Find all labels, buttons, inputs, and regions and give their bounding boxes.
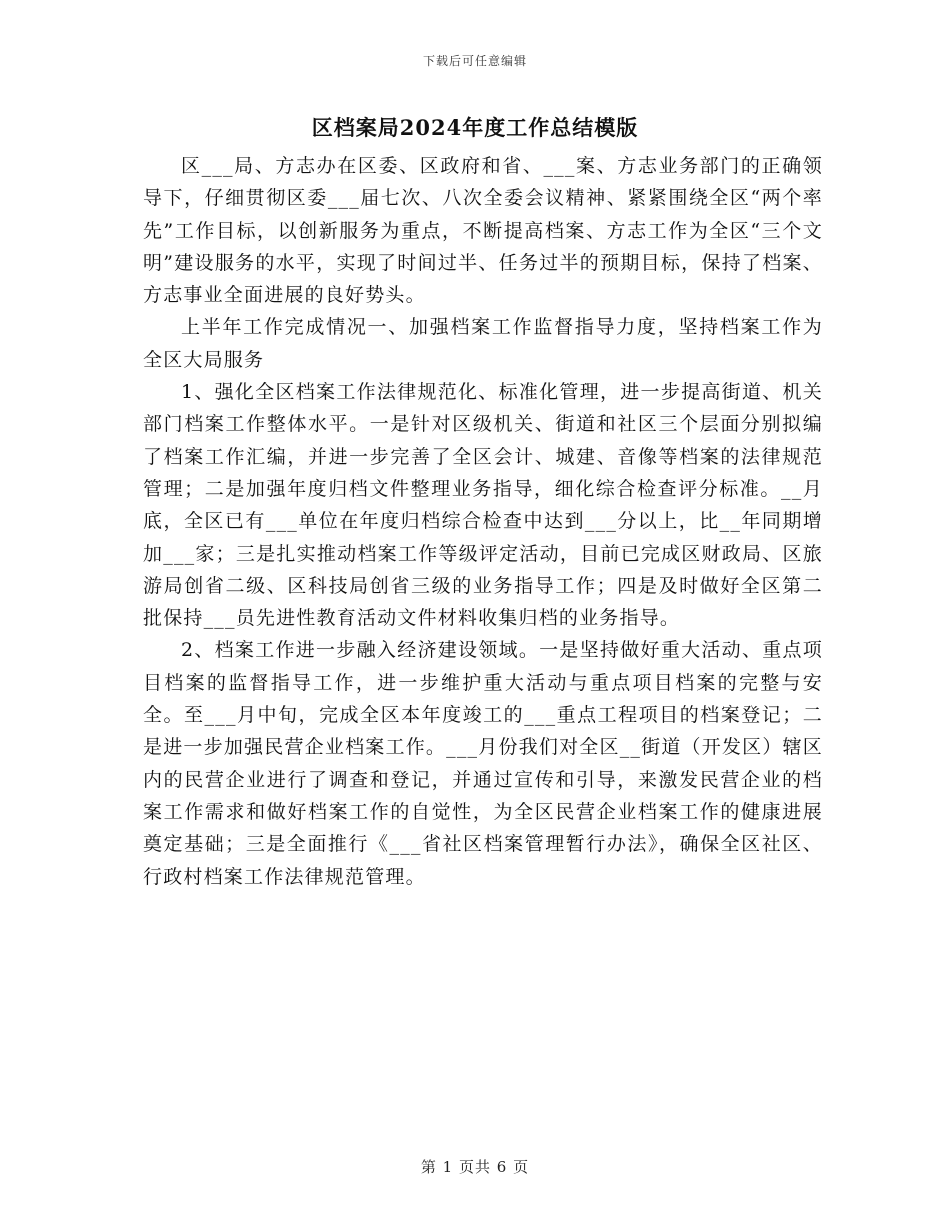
- document-body: [143, 150, 823, 893]
- paragraph-intro: 区___局、方志办在区委、区政府和省、___案、方志业务部门的正确领导下，仔细贯彻区委___届七次、八次全委会议精神、紧紧围绕全区“两个率先”工作目标，以创新服务为重点，不断提高档案、方志工作为全区“三个文明”建设服务的水平，实现了时间过半、任务过半的预期目标，保持了档案、方志事业全面进展的良好势头。: [143, 155, 823, 307]
- paragraph-item-1: 1、强化全区档案工作法律规范化、标准化管理，进一步提高街道、机关部门档案工作整体水平。一是针对区级机关、街道和社区三个层面分别拟编了档案工作汇编，并进一步完善了全区会计、城建、音像等档案的法律规范管理；二是加强年度归档文件整理业务指导，细化综合检查评分标准。__月底，全区已有___单位在年度归档综合检查中达到___分以上，比__年同期增加___家；三是扎实推动档案工作等级评定活动，目前已完成区财政局、区旅游局创省二级、区科技局创省三级的业务指导工作；四是及时做好全区第二批保持___员先进性教育活动文件材料收集归档的业务指导。: [143, 381, 823, 630]
- paragraph-section-heading: 上半年工作完成情况一、加强档案工作监督指导力度，坚持档案工作为全区大局服务: [143, 316, 823, 371]
- page-header-note: 下载后可任意编辑: [422, 54, 527, 68]
- document-title: 区档案局2024年度工作总结模版: [311, 115, 639, 140]
- page-number: 第 1 页共 6 页: [420, 1158, 530, 1176]
- paragraph-item-2: 2、档案工作进一步融入经济建设领域。一是坚持做好重大活动、重点项目档案的监督指导工作，进一步维护重大活动与重点项目档案的完整与安全。至___月中旬，完成全区本年度竣工的___重点工程项目的档案登记；二是进一步加强民营企业档案工作。___月份我们对全区__街道（开发区）辖区内的民营企业进行了调查和登记，并通过宣传和引导，来激发民营企业的档案工作需求和做好档案工作的自觉性，为全区民营企业档案工作的健康进展奠定基础；三是全面推行《___省社区档案管理暂行办法》，确保全区社区、行政村档案工作法律规范管理。: [143, 639, 823, 888]
